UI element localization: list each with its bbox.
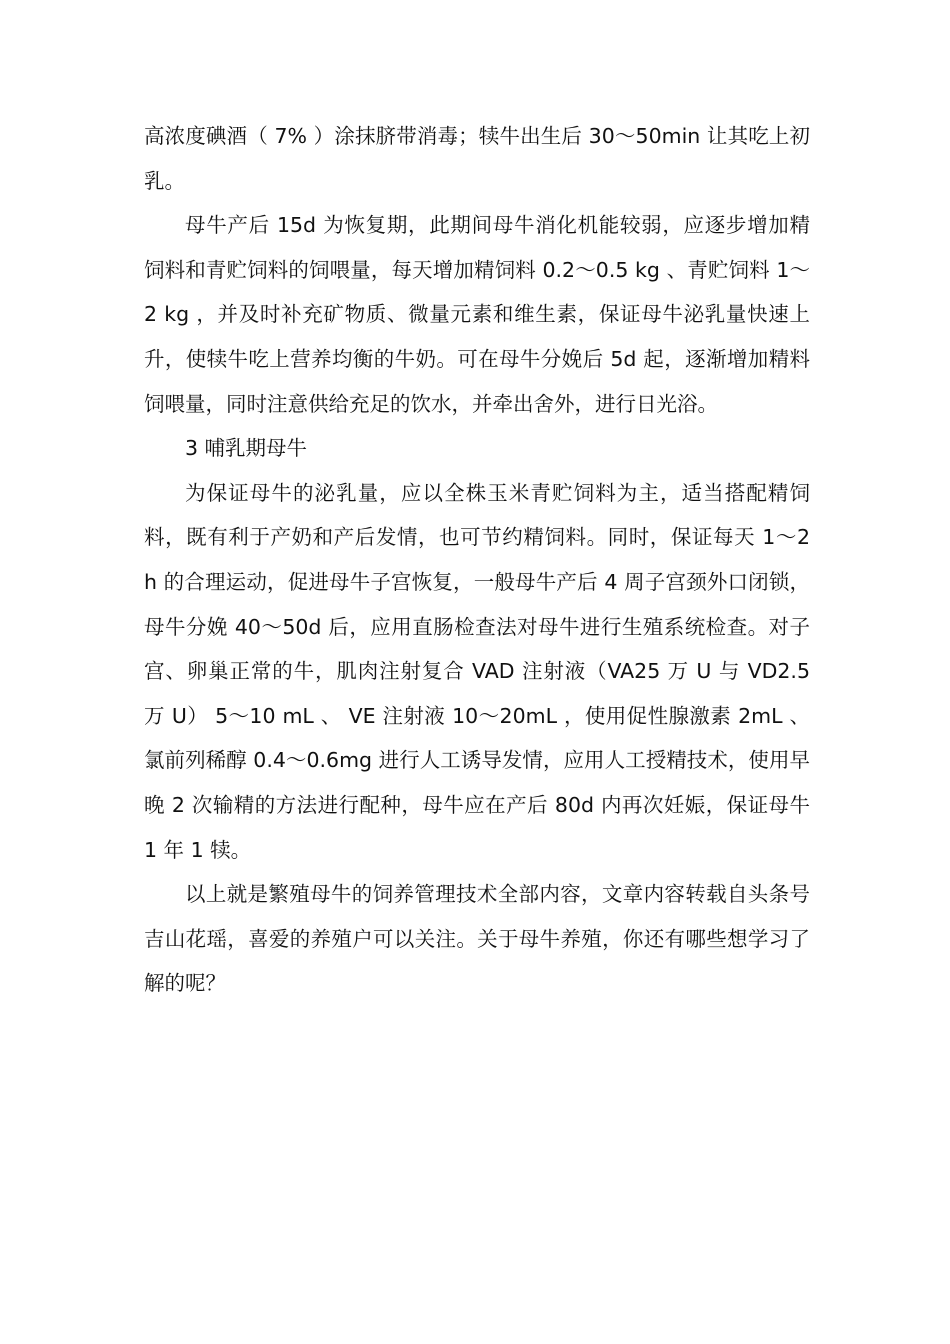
section-heading-lactation: 3 哺乳期母牛 <box>185 436 308 461</box>
paragraph-closing: 以上就是繁殖母牛的饲养管理技术全部内容，文章内容转载自头条号吉山花瑶，喜爱的养殖户可以关注。关于母牛养殖，你还有哪些想学习了解的呢？ <box>144 882 810 996</box>
paragraph-lactation-feeding: 为保证母牛的泌乳量，应以全株玉米青贮饲料为主，适当搭配精饲料，既有利于产奶和产后发情，也可节约精饲料。同时，保证每天 1～2 h 的合理运动，促进母牛子宫恢复，一般母牛产后 4 周子宫颈外口闭锁，母牛分娩 40～50d 后，应用直肠检查法对母牛进行生殖系统检查。对子宫、卵巢正常的牛，肌肉注射复合 VAD 注射液（VA25 万 U 与 VD2.5 万 U） 5～10 mL 、 VE 注射液 10～20mL ，使用促性腺激素 2mL 、氯前列稀醇 0.4～0.6mg 进行人工诱导发情，应用人工授精技术，使用早晚 2 次输精的方法进行配种，母牛应在产后 80d 内再次妊娠，保证母牛 1 年 1 犊。 <box>144 480 810 862</box>
paragraph-umbilical-disinfection: 高浓度碘酒（ 7% ）涂抹脐带消毒；犊牛出生后 30～50min 让其吃上初乳。 <box>144 124 810 193</box>
paragraph-postpartum-recovery: 母牛产后 15d 为恢复期，此期间母牛消化机能较弱，应逐步增加精饲料和青贮饲料的饲喂量，每天增加精饲料 0.2～0.5 kg 、青贮饲料 1～2 kg ，并及时补充矿物质、微量元素和维生素，保证母牛泌乳量快速上升，使犊牛吃上营养均衡的牛奶。可在母牛分娩后 5d 起，逐渐增加精料饲喂量，同时注意供给充足的饮水，并牵出舍外，进行日光浴。 <box>144 213 810 416</box>
document-body <box>144 114 810 1006</box>
